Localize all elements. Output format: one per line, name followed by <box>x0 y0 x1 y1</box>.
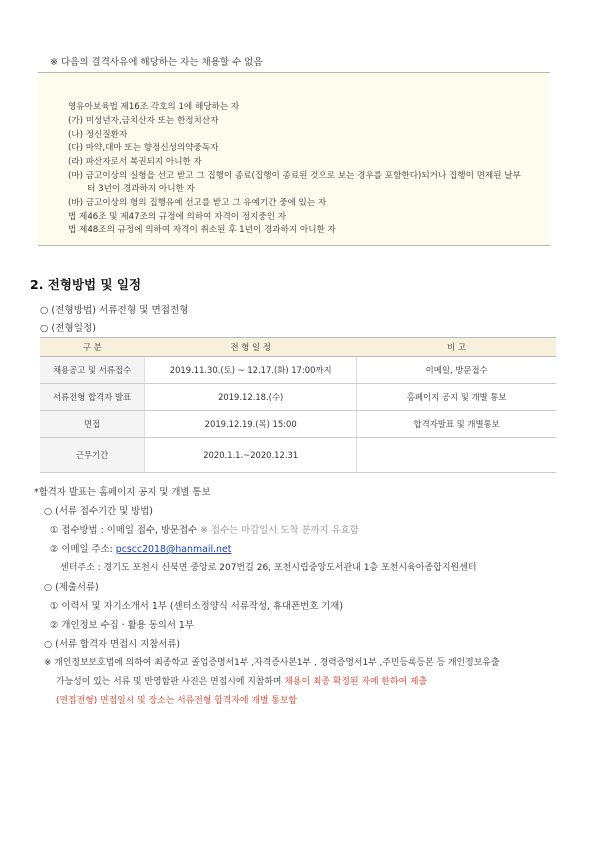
disq-line: 법 제48조의 규정에 의하여 자격이 취소된 후 1년이 경과하지 아니한 자 <box>68 225 336 235</box>
method-line: ○ (전형방법) 서류전형 및 면접전형 <box>40 305 189 316</box>
disq-line: (바) 금고이상의 형의 집행유예 선고를 받고 그 유예기간 중에 있는 자 <box>68 198 327 208</box>
table-cell: 2019.12.19.(목) 15:00 <box>145 411 357 438</box>
disq-line: 터 3년이 경과하지 아니한 자 <box>68 184 195 194</box>
column-header: 전 형 일 정 <box>145 338 357 357</box>
docs-period-label: ○ (서류 접수기간 및 방법) <box>44 506 153 517</box>
submit-item-2: ② 개인정보 수집 · 활용 동의서 1부 <box>50 620 194 631</box>
submit-item-1: ① 이력서 및 자기소개서 1부 (센터소정양식 서류작성, 휴대폰번호 기재) <box>50 601 344 612</box>
disq-line: 법 제46조 및 제47조의 규정에 의하여 자격이 정지중인 자 <box>68 212 287 222</box>
disq-line: (다) 마약,대마 또는 향정신성의약중독자 <box>68 143 219 153</box>
table-row <box>40 384 556 411</box>
table-cell: 홈페이지 공지 및 개별 통보 <box>357 384 556 411</box>
disq-line: (라) 파산자로서 복권되지 아니한 자 <box>68 157 202 167</box>
schedule-table <box>40 337 556 473</box>
method2-text: ② 이메일 주소: <box>50 544 116 555</box>
table-cell <box>357 438 556 473</box>
table-cell: 서류전형 합격자 발표 <box>40 384 145 411</box>
disqualification-notice: ※ 다음의 결격사유에 해당하는 자는 채용할 수 없음 <box>50 57 263 68</box>
table-header-row <box>40 338 556 357</box>
privacy-note-2-red: 채용이 최종 확정된 자에 한하여 제출 <box>284 677 428 687</box>
email-link[interactable]: pcscc2018@hanmail.net <box>115 544 232 555</box>
table-cell: 2020.1.1.~2020.12.31 <box>145 438 357 473</box>
method1-note: ※ 접수는 마감일시 도착 분까지 유효함 <box>200 525 359 536</box>
disq-line <box>68 172 73 182</box>
table-cell: 2019.11.30.(토) ~ 12.17.(화) 17:00까지 <box>145 357 357 384</box>
section-title: 2. 전형방법 및 일정 <box>30 277 142 292</box>
table-cell: 이메일, 방문접수 <box>357 357 556 384</box>
table-cell: 면접 <box>40 411 145 438</box>
table-cell: 근무기간 <box>40 438 145 473</box>
table-row <box>40 438 556 473</box>
submit-label: ○ (제출서류) <box>44 582 99 593</box>
announce-note: *합격자 발표는 홈페이지 공지 및 개별 통보 <box>34 487 211 498</box>
center-address: 센터주소 : 경기도 포천시 신북면 중앙로 207번길 26, 포천시립중앙도서관내 1층 포천시육아종합지원센터 <box>60 563 477 573</box>
method1-line <box>50 522 359 536</box>
table-cell: 2019.12.18.(수) <box>145 384 357 411</box>
table-row <box>40 357 556 384</box>
column-header: 비 고 <box>357 338 556 357</box>
privacy-note-2 <box>56 674 427 687</box>
disq-line: (가) 미성년자,금치산자 또는 한정치산자 <box>68 116 219 126</box>
privacy-note-1: ※ 개인정보보호법에 의하여 최종학교 졸업증명서1부 ,자격증사본1부 , 경력증명서1부 ,주민등록등본 등 개인정보유출 <box>44 658 500 668</box>
disqualification-box <box>38 72 550 246</box>
interview-docs-label: ○ (서류 합격자 면접시 지참서류) <box>44 639 181 650</box>
column-header: 구 분 <box>40 338 145 357</box>
schedule-label: ○ (전형일정) <box>40 323 96 334</box>
disq-line: (나) 정신질환자 <box>68 130 128 140</box>
disq-line: (마) 금고이상의 실형을 선고 받고 그 집행이 종료(집행이 종료된 것으로 보는 경우를 포함한다)되거나 집행이 면제된 날부 <box>68 171 521 181</box>
table-cell: 합격자발표 및 개별통보 <box>357 411 556 438</box>
table-cell: 채용공고 및 서류접수 <box>40 357 145 384</box>
method2-line <box>50 541 231 555</box>
method1-text: ① 접수방법 : 이메일 접수, 방문접수 <box>50 525 201 536</box>
disq-line: 영유아보육법 제16조 각호의 1에 해당하는 자 <box>68 102 240 112</box>
privacy-note-2-text: 가능성이 있는 서류 및 반영함판 사진은 면접시에 지참하며 <box>56 677 285 687</box>
table-row <box>40 411 556 438</box>
interview-notice: (면접전형) 면접일시 및 장소는 서류전형 합격자에 개별 통보함 <box>56 696 298 706</box>
